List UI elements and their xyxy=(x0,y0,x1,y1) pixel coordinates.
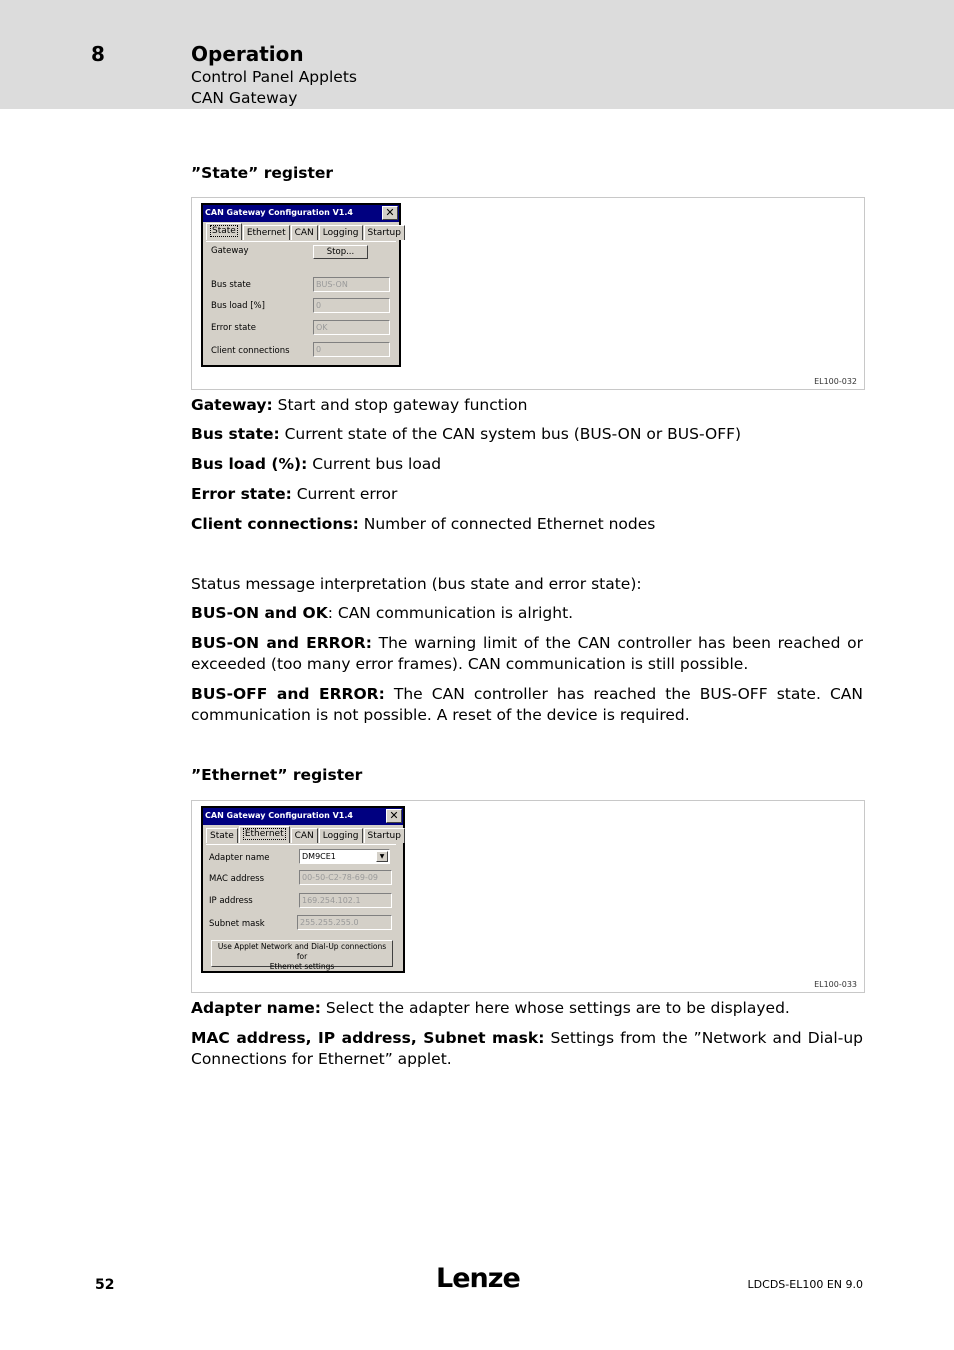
adapter-name-value: DM9CE1 xyxy=(302,852,336,861)
close-icon[interactable]: ✕ xyxy=(382,206,398,220)
subnet-mask-label: Subnet mask xyxy=(209,919,265,929)
subnet-mask-field: 255.255.255.0 xyxy=(297,915,392,930)
network-applet-note-button[interactable] xyxy=(211,940,393,971)
client-connections-label: Client connections xyxy=(211,346,290,356)
note-line-1: Use Applet Network and Dial-Up connections for xyxy=(217,942,387,961)
desc-bus-state: Bus state: Current state of the CAN system bus (BUS-ON or BUS-OFF) xyxy=(191,425,742,443)
bus-state-label: Bus state xyxy=(211,280,251,290)
state-register-heading: ”State” register xyxy=(191,164,334,182)
status-bus-on-ok: BUS-ON and OK: CAN communication is alright. xyxy=(191,604,574,622)
close-icon[interactable]: ✕ xyxy=(386,809,402,823)
desc-adapter-name: Adapter name: Select the adapter here whose settings are to be displayed. xyxy=(191,999,790,1017)
state-dialog-window xyxy=(201,203,401,367)
ip-address-label: IP address xyxy=(209,896,253,906)
tab-state[interactable]: State xyxy=(206,223,242,240)
error-state-field: OK xyxy=(313,320,390,335)
document-id: LDCDS-EL100 EN 9.0 xyxy=(747,1278,863,1291)
bus-load-field: 0 xyxy=(313,298,390,313)
figure-id: EL100-033 xyxy=(814,980,857,989)
desc-client-connections: Client connections: Number of connected Ethernet nodes xyxy=(191,515,656,533)
desc-bus-load: Bus load (%): Current bus load xyxy=(191,455,442,473)
ethernet-panel xyxy=(206,844,396,845)
stop-button[interactable]: Stop... xyxy=(313,245,368,259)
bus-state-field: BUS-ON xyxy=(313,277,390,292)
dialog-title: CAN Gateway Configuration V1.4 xyxy=(203,205,399,222)
state-panel xyxy=(206,241,396,242)
adapter-name-dropdown[interactable] xyxy=(299,849,390,864)
chevron-down-icon[interactable]: ▼ xyxy=(376,851,388,862)
ethernet-figure xyxy=(191,800,865,993)
state-figure xyxy=(191,197,865,390)
ethernet-register-heading: ”Ethernet” register xyxy=(191,766,363,784)
error-state-label: Error state xyxy=(211,323,256,333)
dialog-title: CAN Gateway Configuration V1.4 xyxy=(203,808,403,825)
tab-can[interactable]: CAN xyxy=(291,828,318,843)
dialog-tabs xyxy=(206,225,406,242)
client-connections-field: 0 xyxy=(313,342,390,357)
adapter-name-label: Adapter name xyxy=(209,853,270,863)
mac-address-field: 00-50-C2-78-69-09 xyxy=(299,870,392,885)
tab-state[interactable]: State xyxy=(206,828,238,843)
ethernet-dialog-window xyxy=(201,806,405,973)
gateway-label: Gateway xyxy=(211,246,249,256)
lenze-logo: Lenze xyxy=(436,1263,520,1294)
status-intro: Status message interpretation (bus state and error state): xyxy=(191,575,642,593)
tab-ethernet[interactable]: Ethernet xyxy=(243,225,290,240)
ip-address-field: 169.254.102.1 xyxy=(299,893,392,908)
mac-address-label: MAC address xyxy=(209,874,265,884)
subsection-subtitle: CAN Gateway xyxy=(191,89,298,107)
header-band xyxy=(0,0,954,109)
desc-gateway: Gateway: Start and stop gateway function xyxy=(191,396,528,414)
dialog-tabs xyxy=(206,828,406,845)
figure-id: EL100-032 xyxy=(814,377,857,386)
desc-error-state: Error state: Current error xyxy=(191,485,398,503)
section-subtitle: Control Panel Applets xyxy=(191,68,357,86)
tab-ethernet[interactable]: Ethernet xyxy=(239,826,290,843)
status-bus-off-error: BUS-OFF and ERROR: The CAN controller has reached the BUS-OFF state. CAN communication is not possible. A reset of the device is required. xyxy=(191,685,863,724)
tab-logging[interactable]: Logging xyxy=(319,828,363,843)
tab-logging[interactable]: Logging xyxy=(319,225,363,240)
bus-load-label: Bus load [%] xyxy=(211,301,265,311)
status-bus-on-error: BUS-ON and ERROR: The warning limit of the CAN controller has been reached or exceeded (too many error frames). CAN communication is still possible. xyxy=(191,634,864,673)
tab-startup[interactable]: Startup xyxy=(364,225,405,240)
tab-startup[interactable]: Startup xyxy=(364,828,405,843)
chapter-title: Operation xyxy=(191,42,304,66)
page-number: 52 xyxy=(95,1277,115,1293)
desc-mac-ip-subnet: MAC address, IP address, Subnet mask: Settings from the ”Network and Dial-up Connections for Ethernet” applet. xyxy=(191,1029,863,1068)
chapter-number: 8 xyxy=(91,42,105,66)
note-line-2: Ethernet settings xyxy=(269,962,335,971)
tab-can[interactable]: CAN xyxy=(291,225,318,240)
